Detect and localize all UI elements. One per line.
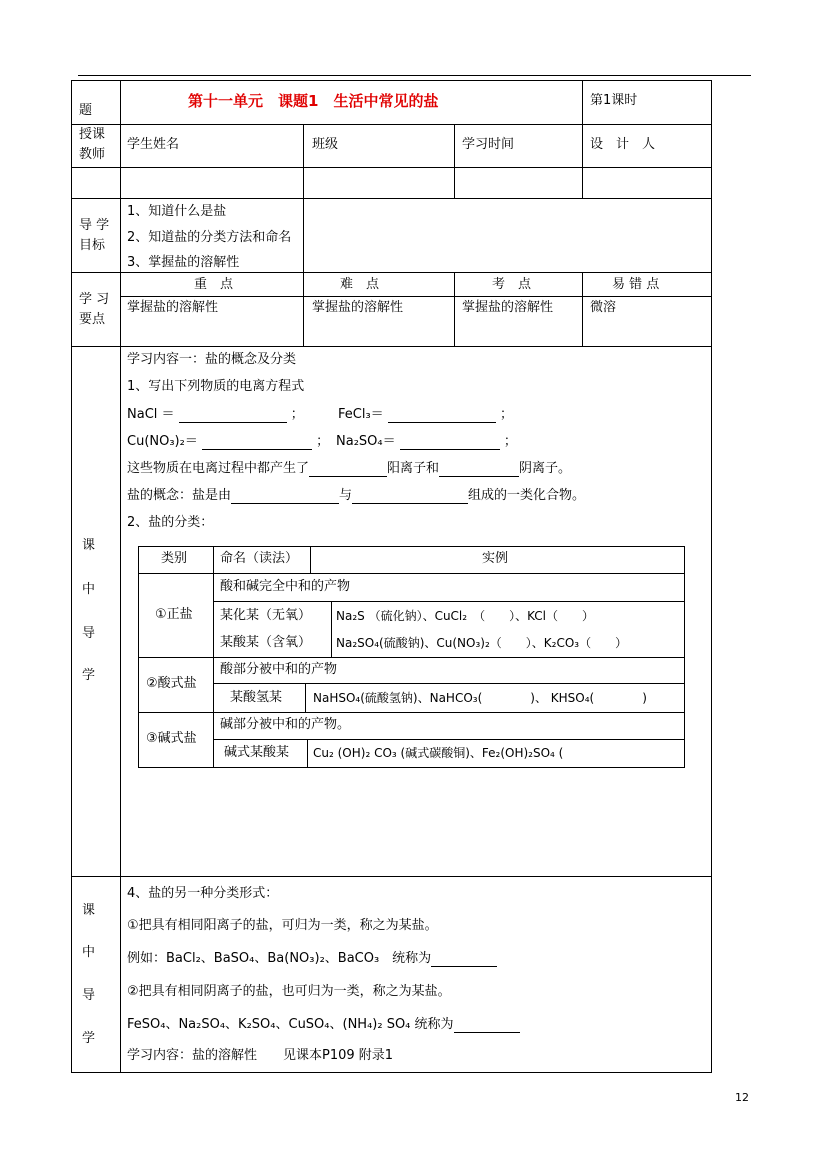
ctable-col-2c — [307, 739, 308, 768]
concept-sentence — [127, 488, 585, 504]
top-rule — [78, 75, 751, 76]
keypoint-header: 重 点 — [194, 277, 234, 292]
concept-text: 与 — [339, 488, 353, 503]
normal-salt-desc: 酸和碱完全中和的产物 — [220, 579, 351, 594]
label-column-divider — [120, 80, 121, 1073]
teacher-label-2: 教师 — [79, 147, 106, 162]
ctable-col-2a — [331, 601, 332, 657]
goal-item: 2、知道盐的分类方法和命名 — [127, 230, 292, 245]
concept-text: 盐的概念：盐是由 — [127, 488, 232, 503]
class-label: 班级 — [312, 137, 339, 152]
ctable-row-2 — [213, 601, 684, 602]
row-line-1 — [71, 124, 711, 125]
row-line-keypoint-header — [120, 296, 711, 297]
keypoint-value: 掌握盐的溶解性 — [312, 300, 404, 315]
ctable-border-top — [138, 546, 684, 547]
side-label-char: 课 — [82, 903, 96, 918]
side-label-char: 学 — [82, 668, 96, 683]
normal-row-example: Na₂S （硫化钠）、CuCl₂ （ ）、KCl（ ） — [336, 609, 595, 623]
basic-salt-label: ③碱式盐 — [146, 731, 197, 746]
teacher-label-1: 授课 — [79, 127, 106, 142]
normal-row-name: 某化某（无氧） — [220, 608, 312, 623]
keypoints-label-1: 学 习 — [79, 292, 110, 307]
ions-text: 这些物质在电离过程中都产生了 — [127, 461, 310, 476]
example-1 — [127, 951, 497, 967]
example-1-text: 例如：BaCl₂、BaSO₄、Ba(NO₃)₂、BaCO₃ 统称为 — [127, 951, 432, 966]
example-2-text: FeSO₄、Na₂SO₄、K₂SO₄、CuSO₄、(NH₄)₂ SO₄ 统称为 — [127, 1017, 454, 1032]
side-label-char: 导 — [82, 626, 96, 641]
ions-text: 阴离子。 — [519, 461, 572, 476]
ctable-header: 实例 — [482, 551, 509, 566]
ctable-header: 类别 — [161, 551, 188, 566]
semicolon: ； — [290, 407, 304, 422]
table-border-right — [711, 80, 712, 1073]
row-line-2 — [71, 167, 711, 168]
page-title: 第十一单元 课题1 生活中常见的盐 — [188, 92, 439, 110]
example-2 — [127, 1017, 520, 1033]
table-border-left — [71, 80, 72, 1073]
title-label: 题 — [79, 103, 93, 118]
keypoint-header: 易 错 点 — [612, 277, 660, 292]
normal-salt-label: ①正盐 — [155, 607, 193, 622]
answer-blank[interactable] — [352, 490, 468, 504]
ctable-row-1 — [138, 573, 684, 574]
keypoint-value: 微溶 — [590, 300, 617, 315]
semicolon: ； — [503, 434, 517, 449]
basic-salt-example: Cu₂ (OH)₂ CO₃ (碱式碳酸铜)、Fe₂(OH)₂SO₄ ( — [313, 746, 564, 760]
side-label-char: 中 — [82, 582, 96, 597]
acid-salt-name: 某酸氢某 — [230, 690, 283, 705]
col-divider-3b — [454, 272, 455, 346]
keypoint-header: 考 点 — [492, 277, 532, 292]
equation-na2so4-label: Na₂SO₄＝ — [336, 434, 396, 449]
ctable-border-bottom — [138, 767, 684, 768]
rule-1: ①把具有相同阳离子的盐，可归为一类，称之为某盐。 — [127, 918, 438, 933]
col-divider-4b — [582, 272, 583, 346]
content-2: 学习内容：盐的溶解性 见课本P109 附录1 — [127, 1048, 394, 1063]
ctable-row-5 — [138, 712, 684, 713]
answer-blank[interactable] — [431, 953, 497, 967]
equation-na2so4 — [336, 434, 517, 450]
equation-nacl-label: NaCl ＝ — [127, 407, 175, 422]
acid-salt-label: ②酸式盐 — [146, 676, 197, 691]
ctable-border-right — [684, 546, 685, 768]
keypoint-value: 掌握盐的溶解性 — [127, 300, 219, 315]
row-line-3 — [71, 198, 711, 199]
col-divider-2 — [303, 124, 304, 346]
ions-sentence — [127, 461, 571, 477]
acid-salt-example: NaHSO₄(硫酸氢钠)、NaHCO₃( )、 KHSO₄( ) — [313, 691, 647, 705]
answer-blank[interactable] — [202, 436, 312, 450]
equation-fecl3-label: FeCl₃＝ — [338, 407, 384, 422]
side-label-char: 导 — [82, 988, 96, 1003]
side-label-char: 学 — [82, 1031, 96, 1046]
col-divider-4 — [582, 80, 583, 198]
equation-cuno3 — [127, 434, 329, 450]
side-label-char: 课 — [82, 538, 96, 553]
keypoint-value: 掌握盐的溶解性 — [462, 300, 554, 315]
rule-2: ②把具有相同阴离子的盐，也可归为一类，称之为某盐。 — [127, 984, 451, 999]
side-label-char: 中 — [82, 945, 96, 960]
ctable-row-4 — [213, 683, 684, 684]
semicolon: ； — [316, 434, 330, 449]
equation-fecl3 — [338, 407, 513, 423]
answer-blank[interactable] — [439, 463, 519, 477]
row-line-5 — [71, 346, 711, 347]
answer-blank[interactable] — [388, 409, 496, 423]
table-border-bottom — [71, 1072, 711, 1073]
question-4: 4、盐的另一种分类形式： — [127, 886, 279, 901]
ctable-col-2 — [310, 546, 311, 574]
normal-row-example: Na₂SO₄(硫酸钠)、Cu(NO₃)₂（ ）、K₂CO₃（ ） — [336, 636, 628, 650]
acid-salt-desc: 酸部分被中和的产物 — [220, 662, 338, 677]
keypoints-label-2: 要点 — [79, 312, 106, 327]
normal-row-name: 某酸某（含氧） — [220, 635, 312, 650]
ctable-col-2b — [305, 683, 306, 712]
table-border-top — [71, 80, 711, 81]
content-title: 学习内容一：盐的概念及分类 — [127, 352, 297, 367]
goals-label-1: 导 学 — [79, 218, 110, 233]
page-number: 12 — [735, 1091, 749, 1104]
answer-blank[interactable] — [231, 490, 339, 504]
goals-label-2: 目标 — [79, 238, 106, 253]
basic-salt-desc: 碱部分被中和的产物。 — [220, 717, 351, 732]
semicolon: ； — [499, 407, 513, 422]
answer-blank[interactable] — [454, 1019, 520, 1033]
student-name-label: 学生姓名 — [127, 137, 180, 152]
answer-blank[interactable] — [309, 463, 387, 477]
study-time-label: 学习时间 — [462, 137, 515, 152]
question-2: 2、盐的分类： — [127, 515, 214, 530]
equation-cuno3-label: Cu(NO₃)₂＝ — [127, 434, 198, 449]
answer-blank[interactable] — [179, 409, 287, 423]
ctable-header: 命名（读法） — [220, 551, 299, 566]
concept-text: 组成的一类化合物。 — [468, 488, 586, 503]
ctable-row-3 — [138, 657, 684, 658]
col-divider-3 — [454, 124, 455, 198]
lesson-number: 第1课时 — [590, 93, 638, 108]
answer-blank[interactable] — [400, 436, 500, 450]
row-line-4 — [71, 272, 711, 273]
equation-nacl — [127, 407, 304, 423]
designer-label: 设 计 人 — [590, 137, 656, 152]
basic-salt-name: 碱式某酸某 — [224, 745, 290, 760]
keypoint-header: 难 点 — [340, 277, 380, 292]
row-line-6 — [71, 876, 711, 877]
goal-item: 1、知道什么是盐 — [127, 204, 227, 219]
ions-text: 阳离子和 — [387, 461, 440, 476]
question-1: 1、写出下列物质的电离方程式 — [127, 379, 305, 394]
ctable-row-6 — [213, 739, 684, 740]
goal-item: 3、掌握盐的溶解性 — [127, 255, 240, 270]
